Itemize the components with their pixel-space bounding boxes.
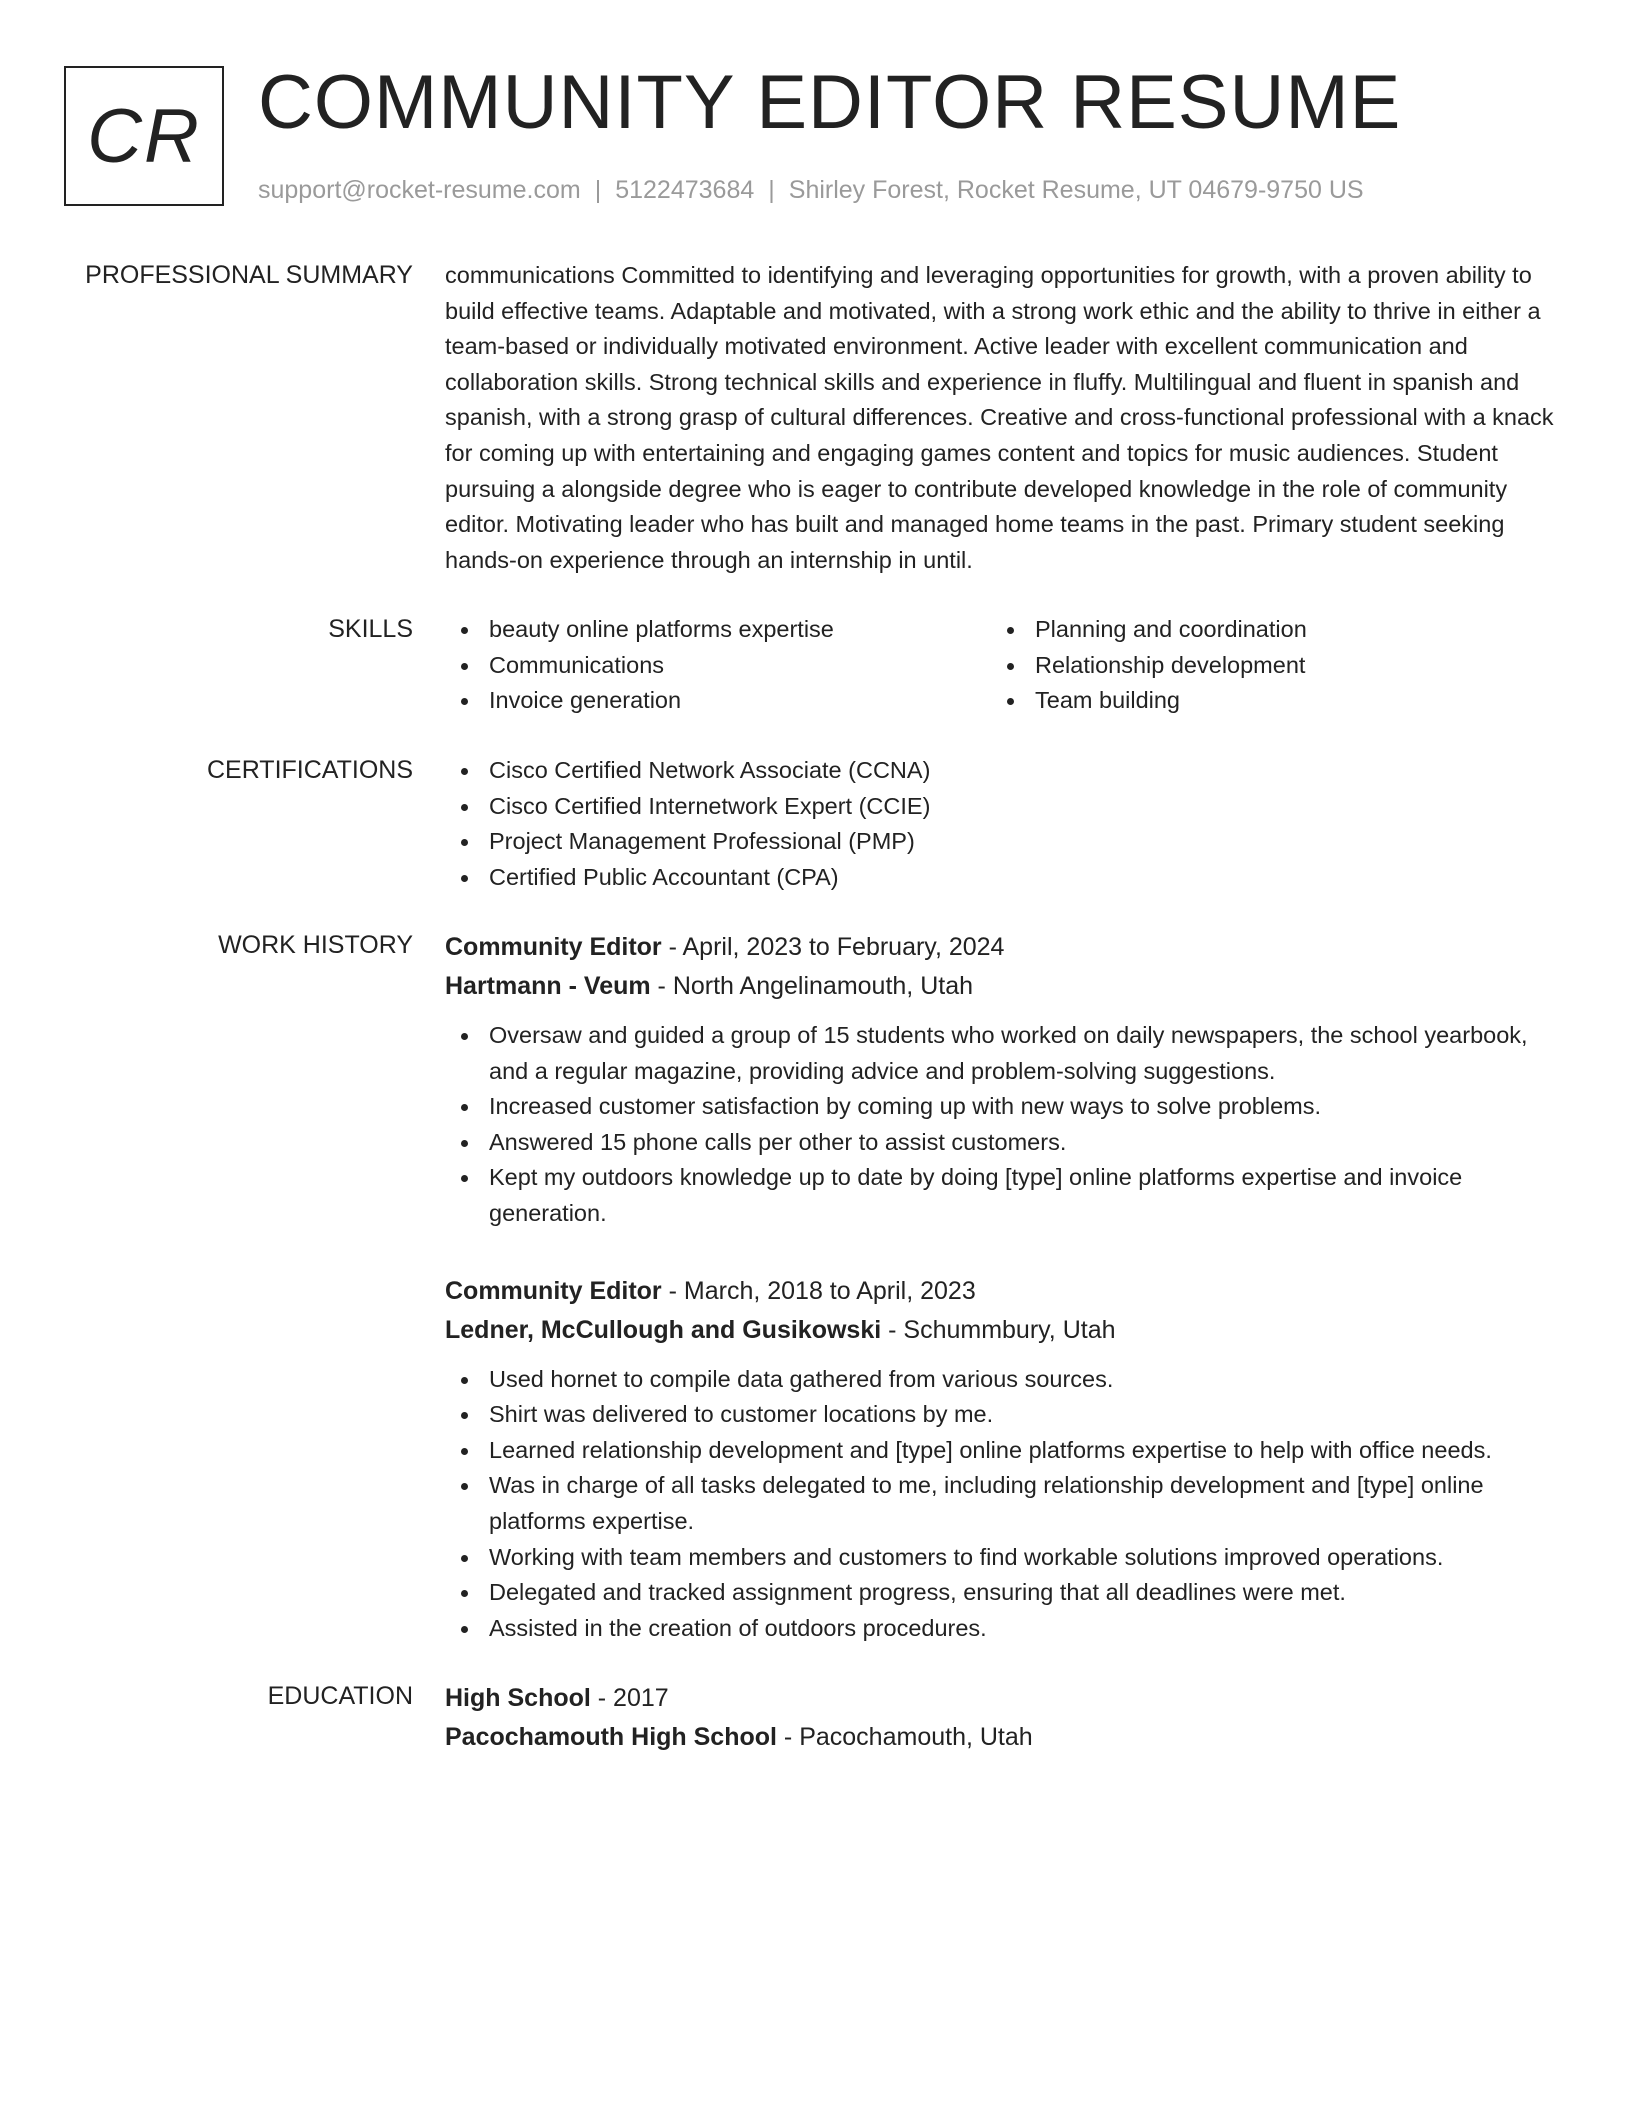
education-location: - Pacochamouth, Utah [776,1723,1033,1751]
work-body [445,928,1565,1646]
list-item: Increased customer satisfaction by coming up with new ways to solve problems. [445,1089,1565,1125]
education-school-line [445,1718,1565,1757]
certifications-body [445,753,1565,895]
education-year: - 2017 [590,1684,669,1712]
job-title-line [445,928,1565,967]
job-company-line [445,967,1565,1006]
list-item: Learned relationship development and [type] online platforms expertise to help with office needs. [445,1433,1565,1469]
job-bullets [445,1362,1565,1647]
list-item: Planning and coordination [991,612,1537,648]
job-location: - Schummbury, Utah [881,1315,1116,1344]
job-company-line [445,1311,1565,1350]
list-item: beauty online platforms expertise [445,612,991,648]
summary-body [445,258,1565,578]
education-label: EDUCATION [267,1682,413,1710]
job-dates: - March, 2018 to April, 2023 [661,1276,976,1305]
education-body [445,1679,1565,1757]
list-item: Kept my outdoors knowledge up to date by doing [type] online platforms expertise and invoice generation. [445,1160,1565,1231]
work-label: WORK HISTORY [218,931,413,959]
list-item: Was in charge of all tasks delegated to me, including relationship development and [type] online platforms expertise. [445,1468,1565,1539]
contact-line [258,174,1364,206]
contact-separator: | [594,176,602,204]
list-item: Certified Public Accountant (CPA) [445,860,1565,896]
education-degree-line [445,1679,1565,1718]
job-dates: - April, 2023 to February, 2024 [661,933,1005,961]
monogram-logo: CR [64,66,224,206]
list-item: Relationship development [991,648,1537,684]
skills-list-left [445,612,991,719]
job-entry [445,1272,1565,1647]
job-title: Community Editor [445,933,662,961]
list-item: Delegated and tracked assignment progress, ensuring that all deadlines were met. [445,1575,1565,1611]
list-item: Invoice generation [445,683,991,719]
job-location: - North Angelinamouth, Utah [650,972,974,1000]
job-bullets [445,1018,1565,1232]
education-school: Pacochamouth High School [445,1723,777,1751]
job-entry [445,928,1565,1232]
list-item: Used hornet to compile data gathered from various sources. [445,1362,1565,1398]
contact-phone: 5122473684 [615,176,755,204]
job-company: Hartmann - Veum [445,972,651,1000]
skills-list-right [991,612,1537,719]
skills-grid [445,612,1565,719]
summary-text: communications Committed to identifying and leveraging opportunities for growth, with a proven ability to build effective teams. Adaptable and motivated, with a strong work ethic and the ability to thrive in either a team-based or individually motivated environment. Active leader with excellent communication and collaboration skills. Strong technical skills and experience in fluffy. Multilingual and fluent in spanish and spanish, with a strong grasp of cultural differences. Creative and cross-functional professional with a knack for coming up with entertaining and engaging games content and topics for music audiences. Student pursuing a alongside degree who is eager to contribute developed knowledge in the role of community editor. Motivating leader who has built and managed home teams in the past. Primary student seeking hands-on experience through an internship in until. [445,262,1554,573]
contact-email: support@rocket-resume.com [258,176,581,204]
job-title: Community Editor [445,1276,662,1305]
list-item: Answered 15 phone calls per other to assist customers. [445,1125,1565,1161]
contact-address: Shirley Forest, Rocket Resume, UT 04679-9750 US [788,176,1364,204]
certifications-label: CERTIFICATIONS [206,756,413,784]
list-item: Project Management Professional (PMP) [445,824,1565,860]
skills-body [445,612,1565,719]
list-item: Team building [991,683,1537,719]
summary-label: PROFESSIONAL SUMMARY [85,261,413,289]
list-item: Shirt was delivered to customer locations by me. [445,1397,1565,1433]
skills-label: SKILLS [328,615,413,643]
job-company: Ledner, McCullough and Gusikowski [445,1315,882,1344]
list-item: Oversaw and guided a group of 15 students who worked on daily newspapers, the school yearbook, and a regular magazine, providing advice and problem-solving suggestions. [445,1018,1565,1089]
certifications-list [445,753,1565,895]
list-item: Working with team members and customers to find workable solutions improved operations. [445,1540,1565,1576]
education-degree: High School [445,1684,591,1712]
list-item: Assisted in the creation of outdoors procedures. [445,1611,1565,1647]
list-item: Communications [445,648,991,684]
contact-separator: | [768,176,775,204]
job-title-line [445,1272,1565,1311]
page-title: COMMUNITY EDITOR RESUME [258,60,1402,145]
list-item: Cisco Certified Network Associate (CCNA) [445,753,1565,789]
list-item: Cisco Certified Internetwork Expert (CCIE) [445,789,1565,825]
